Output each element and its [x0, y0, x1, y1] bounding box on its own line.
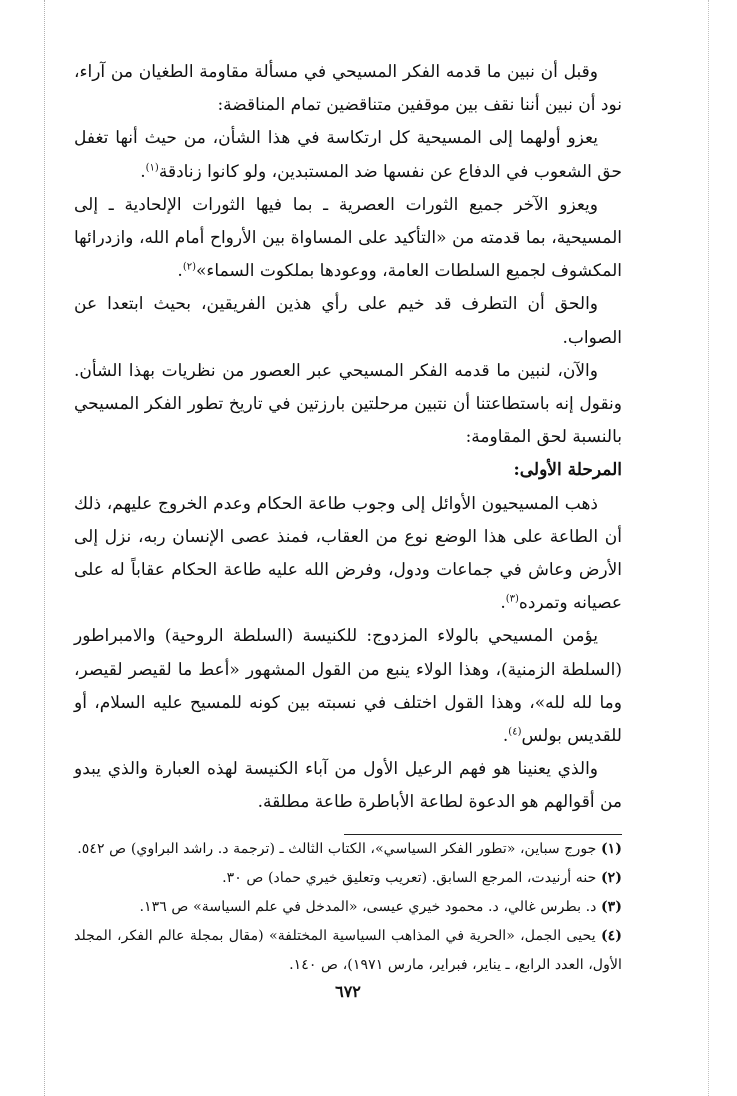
page-edge-right — [708, 0, 709, 1096]
paragraph: ويعزو الآخر جميع الثورات العصرية ـ بما فيها الثورات الإلحادية ـ إلى المسيحية، بما قدمته من «التأكيد على المساواة بين الأرواح أمام الله، وازدرائها المكشوف لجميع السلطات العامة، ووعودها بملكوت السماء»$^{(٢)}$. — [74, 194, 622, 282]
page-number: ٦٧٢ — [335, 981, 361, 1001]
footnote-ref: (٢) — [182, 261, 197, 273]
document-page — [74, 56, 622, 1003]
footnote-text: يحيى الجمل، «الحرية في المذاهب السياسية المختلفة» (مقال بمجلة عالم الفكر، المجلد الأول، العدد الرابع، ـ يناير، فبراير، مارس ١٩٧١)، ص ١٤٠. — [74, 928, 622, 974]
footnote-number: (٢) — [600, 869, 622, 886]
footnote-number: (٤) — [600, 928, 622, 945]
footnote-ref: (٣) — [505, 593, 519, 605]
paragraph: يؤمن المسيحي بالولاء المزدوج: للكنيسة (السلطة الروحية) والامبراطور (السلطة الزمنية)، وهذا الولاء ينبع من القول المشهور «أعط ما لقيصر لقيصر، وما لله لله»، وهذا القول اختلف في نسبته بين كونه للمسيح عليه السلام، أو للقديس بولس$^{(٤)}$. — [74, 626, 622, 747]
paragraph: والحق أن التطرف قد خيم على رأي هذين الفريقين، بحيث ابتعدا عن الصواب. — [74, 294, 622, 348]
footnote — [74, 835, 622, 864]
section-heading: المرحلة الأولى: — [513, 460, 622, 481]
footnote-number: (٣) — [600, 899, 622, 916]
page-edge-left — [44, 0, 45, 1096]
paragraph: يعزو أولهما إلى المسيحية كل ارتكاسة في هذا الشأن، من حيث أنها تغفل حق الشعوب في الدفاع عن نفسها ضد المستبدين، ولو كانوا زنادقة$^{(١)}$. — [74, 128, 622, 182]
paragraph: وقبل أن نبين ما قدمه الفكر المسيحي في مسألة مقاومة الطغيان من آراء، نود أن نبين أننا نقف بين موقفين متناقضين تمام المناقضة: — [74, 62, 622, 116]
paragraph: والآن، لنبين ما قدمه الفكر المسيحي عبر العصور من نظريات بهذا الشأن. ونقول إنه باستطاعتنا أن نتبين مرحلتين بارزتين في تاريخ تطور الفكر المسيحي بالنسبة لحق المقاومة: — [74, 360, 622, 448]
footnote-text: د. بطرس غالي، د. محمود خيري عيسى، «المدخل في علم السياسة» ص ١٣٦. — [139, 899, 597, 916]
body-text — [74, 56, 622, 820]
footnote-ref: (١) — [145, 161, 159, 173]
footnote-ref: (٤) — [508, 726, 522, 738]
footnote-text: جورج سباين، «تطور الفكر السياسي»، الكتاب الثالث ـ (ترجمة د. راشد البراوي) ص ٥٤٢. — [77, 840, 597, 857]
footnotes — [74, 835, 622, 981]
paragraph: ذهب المسيحيون الأوائل إلى وجوب طاعة الحكام وعدم الخروج عليهم، ذلك أن الطاعة على هذا الوضع نوع من العقاب، فمنذ عصى الإنسان ربه، نزل إلى الأرض وعاش في جماعات ودول، وفرض الله عليه طاعة الحكام عقاباً له على عصيانه وتمرده$^{(٣)}$. — [74, 493, 622, 614]
paragraph: والذي يعنينا هو فهم الرعيل الأول من آباء الكنيسة لهذه العبارة والذي يبدو من أقوالهم هو الدعوة لطاعة الأباطرة طاعة مطلقة. — [74, 759, 622, 813]
footnote-number: (١) — [600, 840, 622, 857]
footnote-text: حنه أرنيدت، المرجع السابق. (تعريب وتعليق خيري حماد) ص ٣٠. — [222, 869, 597, 886]
footnote — [74, 922, 622, 980]
footnote — [74, 864, 622, 893]
footnote — [74, 893, 622, 922]
